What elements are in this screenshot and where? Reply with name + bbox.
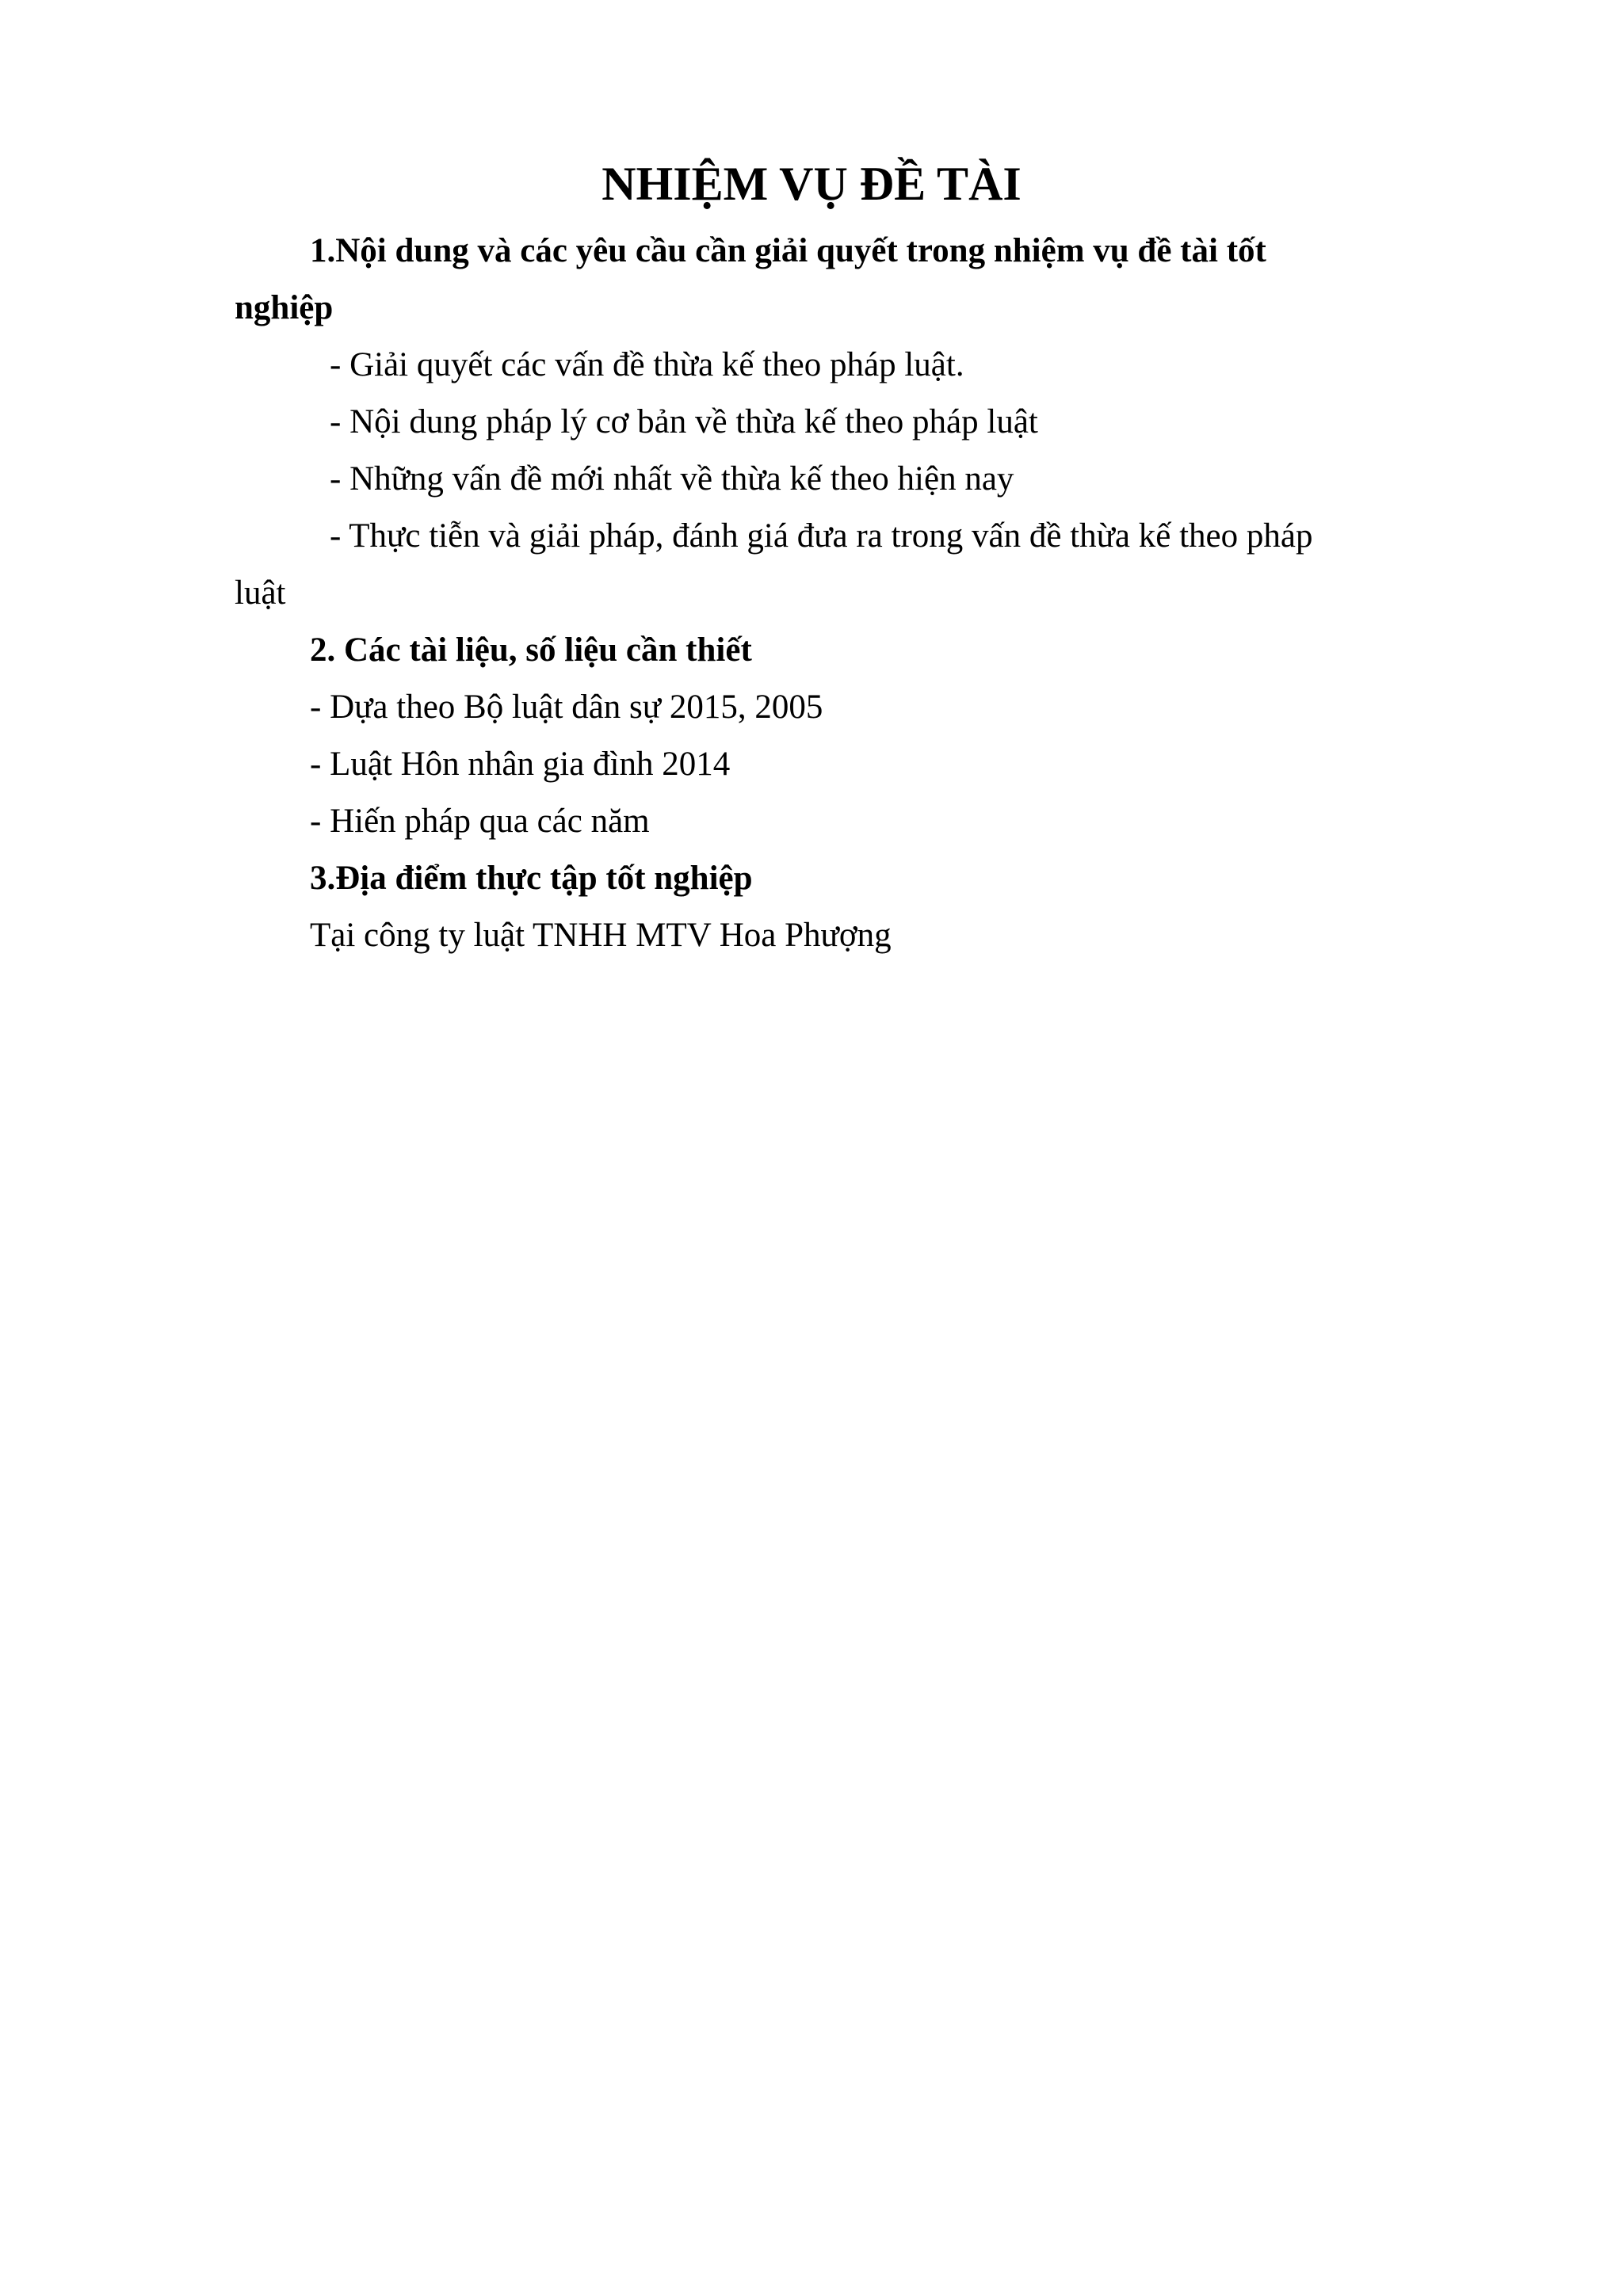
section2-item-1: - Dựa theo Bộ luật dân sự 2015, 2005: [310, 688, 823, 726]
section1-heading-line2: nghiệp: [235, 289, 334, 326]
section3-heading: 3.Địa điểm thực tập tốt nghiệp: [310, 860, 753, 897]
section2-heading: 2. Các tài liệu, số liệu cần thiết: [310, 631, 752, 669]
document-title: NHIỆM VỤ ĐỀ TÀI: [601, 158, 1022, 210]
section2-item-3: - Hiến pháp qua các năm: [310, 803, 650, 840]
section1-item-1: - Giải quyết các vấn đề thừa kế theo pháp luật.: [330, 346, 964, 383]
section1-item-2: - Nội dung pháp lý cơ bản về thừa kế theo pháp luật: [330, 403, 1038, 441]
section3-text: Tại công ty luật TNHH MTV Hoa Phượng: [310, 917, 892, 954]
section1-item-4-continuation: luật: [235, 574, 286, 612]
section2-item-2: - Luật Hôn nhân gia đình 2014: [310, 746, 731, 783]
section1-item-4: - Thực tiễn và giải pháp, đánh giá đưa ra trong vấn đề thừa kế theo pháp: [330, 517, 1313, 555]
section1-item-3: - Những vấn đề mới nhất về thừa kế theo hiện nay: [330, 460, 1014, 498]
section1-heading-line1: 1.Nội dung và các yêu cầu cần giải quyết trong nhiệm vụ đề tài tốt: [310, 232, 1266, 269]
